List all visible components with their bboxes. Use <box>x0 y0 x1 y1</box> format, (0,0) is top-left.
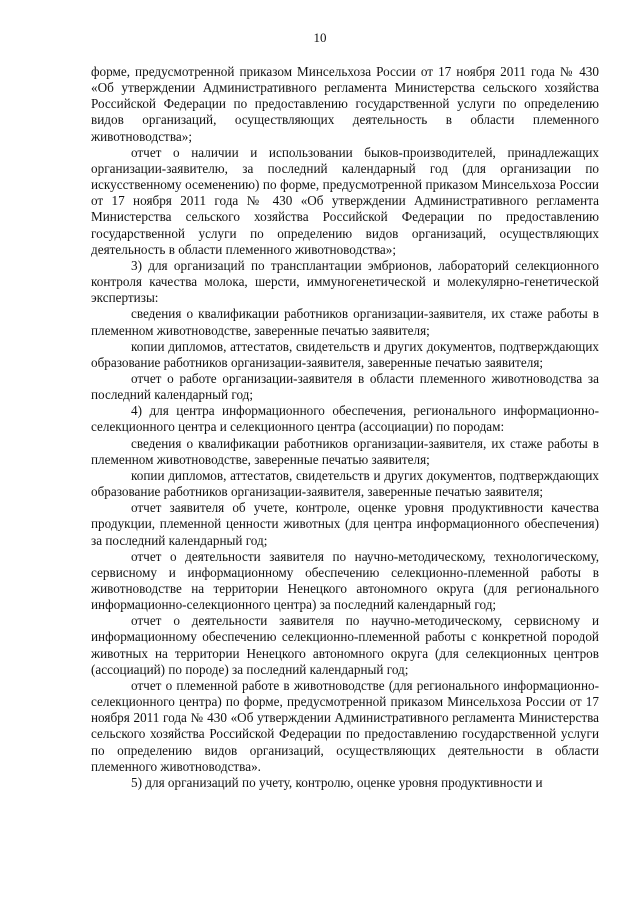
document-body <box>91 64 599 791</box>
paragraph: 4) для центра информационного обеспечения, регионального информационно-селекционного центра и селекционного центра (ассоциации) по породам: <box>91 403 599 435</box>
paragraph: отчет о племенной работе в животноводстве (для регионального информационно-селекционного центра) по форме, предусмотренной приказом Минсельхоза России от 17 ноября 2011 года № 430 «Об утверждении Административного регламента Министерства сельского хозяйства Российской Федерации по предоставлению государственной услуги по определению видов организаций, осуществляющих деятельности в области племенного животноводства». <box>91 677 599 774</box>
page-number: 10 <box>313 30 327 45</box>
paragraph: отчет о работе организации-заявителя в области племенного животноводства за последний календарный год; <box>91 370 599 403</box>
paragraph: сведения о квалификации работников организации-заявителя, их стаже работы в племенном животноводстве, заверенные печатью заявителя; <box>91 306 599 338</box>
paragraph: копии дипломов, аттестатов, свидетельств и других документов, подтверждающих образование работников организации-заявителя, заверенные печатью заявителя; <box>91 467 599 500</box>
paragraph: сведения о квалификации работников организации-заявителя, их стаже работы в племенном животноводстве, заверенные печатью заявителя; <box>91 435 599 467</box>
paragraph: отчет о деятельности заявителя по научно-методическому, технологическому, сервисному и информационному обеспечению селекционно-племенной работы в животноводстве на территории Ненецкого автономного округа (для регионального информационно-селекционного центра) за последний календарный год; <box>91 548 599 613</box>
paragraph: отчет о наличии и использовании быков-производителей, принадлежащих организации-заявителю, за последний календарный год (для организации по искусственному осеменению) по форме, предусмотренной приказом Минсельхоза России от 17 ноября 2011 года № 430 «Об утверждении Административного регламента Министерства сельского хозяйства Российской Федерации по предоставлению государственной услуги по определению видов организаций, осуществляющих деятельность в области племенного животноводства»; <box>91 144 599 257</box>
paragraph: отчет о деятельности заявителя по научно-методическому, сервисному и информационному обеспечению селекционно-племенной работы с конкретной породой животных на территории Ненецкого автономного округа (для селекционных центров (ассоциаций) по породе) за последний календарный год; <box>91 613 599 677</box>
paragraph: 3) для организаций по трансплантации эмбрионов, лабораторий селекционного контроля качества молока, шерсти, иммуногенетической и молекулярно-генетической экспертизы: <box>91 257 599 306</box>
paragraph: форме, предусмотренной приказом Минсельхоза России от 17 ноября 2011 года № 430 «Об утверждении Административного регламента Министерства сельского хозяйства Российской Федерации по предоставлению государственной услуги по определению видов организаций, осуществляющих деятельность в области племенного животноводства»; <box>91 64 599 144</box>
paragraph: отчет заявителя об учете, контроле, оценке уровня продуктивности качества продукции, племенной ценности животных (для центра информационного обеспечения) за последний календарный год; <box>91 500 599 548</box>
paragraph: 5) для организаций по учету, контролю, оценке уровня продуктивности и <box>131 774 543 790</box>
paragraph: копии дипломов, аттестатов, свидетельств и других документов, подтверждающих образование работников организации-заявителя, заверенные печатью заявителя; <box>91 338 599 370</box>
